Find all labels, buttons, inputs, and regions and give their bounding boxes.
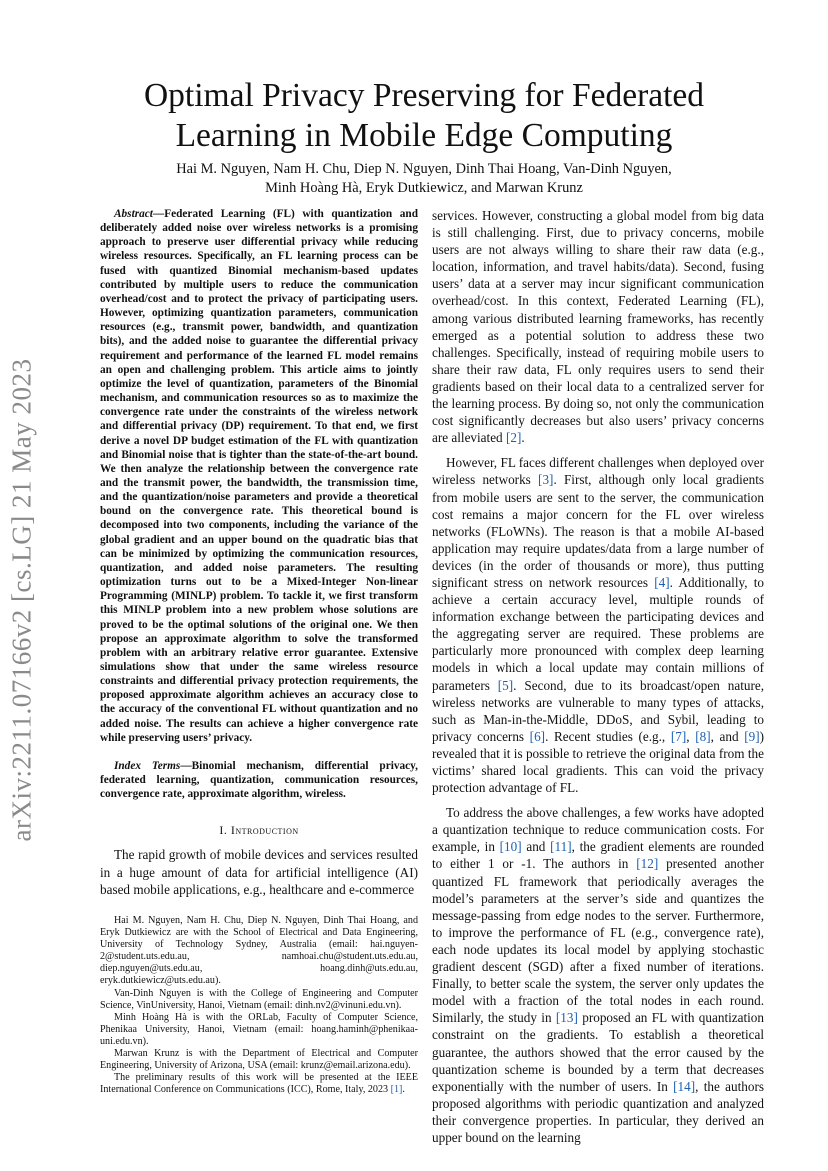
text-span: , the authors proposed algorithms with periodic quantization and analyzed their convergence properties. In particular, they derived an upper bound on the learning (432, 1078, 764, 1145)
citation-link[interactable]: [14] (673, 1078, 696, 1094)
text-span: . (521, 430, 525, 446)
text-span: , the gradient elements are rounded to either 1 or -1. The authors in (432, 839, 764, 872)
text-span: . Additionally, to achieve a certain accuracy level, multiple rounds of information exchange between the participating devices and the aggregating server are required. These problems are particularly more pronounced with complex deep learning models in which a local update may contain millions of parameters (432, 574, 765, 693)
citation-link[interactable]: [8] (695, 728, 711, 744)
text-span: ) revealed that it is possible to retrieve the original data from the victims’ shared local gradients. This can void the privacy protection advantage of FL. (432, 728, 764, 796)
footnote-affiliation-arizona: Marwan Krunz is with the Department of Electrical and Computer Engineering, University of Arizona, USA (email: krunz@email.arizona.edu). (100, 1048, 418, 1072)
section-number: I. (219, 823, 231, 838)
text-span: . Recent studies (e.g., (545, 728, 671, 744)
footnote-period: . (402, 1084, 405, 1096)
section-name: Introduction (230, 823, 299, 838)
citation-link[interactable]: [6] (529, 728, 546, 744)
text-span: services. However, constructing a global model from big data is still challenging. First, due to privacy concerns, mobile users are not always willing to share their raw data (e.g., location, information, and travel habits/data). Second, fusing users’ data at a server may incur significant communication overhead/cost. In this context, Federated Learning (FL), among various distributed learning frameworks, has recently emerged as a potential solution to address these two challenges. Specifically, instead of requiring mobile users to share their raw data, FL only requires users to send their gradients based on their local data to a centralized server for the learning process. By doing so, not only the communication cost significantly decreases but also users’ privacy concerns are alleviated (432, 208, 764, 446)
citation-link[interactable]: [12] (636, 856, 659, 872)
footnotes (100, 915, 418, 1096)
text-span: presented another quantized FL framework that periodically averages the model’s parameters at the server’s side and quantizes the message-passing from edge nodes to the server. Furthermore, to improve the performance of FL (e.g., convergence rate), each node updates its local model by applying stochastic gradient descent (SGD) after a fixed number of iterations. Finally, to better scale the system, the server only updates the model with a fraction of the total nodes in each round. Similarly, the study in (432, 856, 764, 1026)
abstract-text: —Federated Learning (FL) with quantization and deliberately added noise over wireless networks is a promising approach to preserve user differential privacy while reducing wireless resources. Specifically, an FL learning process can be fused with quantized Binomial mechanism-based updates contributed by multiple users to reduce the communication overhead/cost and to protect the privacy of participating users. However, optimizing quantization parameters, communication resources (e.g., transmit power, bandwidth, and quantization bits), and the added noise to guarantee the differential privacy requirement and performance of the learned FL model remains an open and challenging problem. This article aims to jointly optimize the level of quantization, parameters of the Binomial mechanism, and communication resources so as to maximize the convergence rate under the constraints of the wireless network and differential privacy (DP) requirement. To that end, we first derive a novel DP budget estimation of the FL with quantization and Binomial noise that is tighter than the state-of-the-art bound. We then analyze the relationship between the convergence rate and the transmit power, the bandwidth, the transmission time, and the quantization/noise parameters and provide a theoretical bound on the convergence rate. This theoretical bound is decomposed into two components, including the variance of the global gradient and an upper bound on the quadratic bias that can be minimized by optimizing the communication resources, quantization, and added noise parameters. The resulting optimization turns out to be a Mixed-Integer Non-linear Programming (MINLP) problem. To tackle it, we first transform this MINLP problem into a new problem whose solutions are proved to be the optimal solutions of the original one. We then propose an approximate algorithm to solve the transformed problem with an arbitrary relative error guarantee. Extensive simulations show that under the same wireless resource constraints and differential privacy protection requirements, the proposed approximate algorithm achieves an accuracy close to the accuracy of the conventional FL without quantization and no added noise. The results can achieve a higher convergence rate while preserving users’ privacy. (100, 208, 418, 744)
citation-link[interactable]: [7] (670, 728, 687, 744)
author-list (100, 160, 748, 198)
title-line-1: Optimal Privacy Preserving for Federated (143, 77, 705, 114)
index-terms-text: —Binomial mechanism, differential privacy, federated learning, quantization, communication resources, convergence rate, approximate algorithm, wireless. (100, 759, 419, 801)
left-column (100, 207, 418, 906)
citation-link[interactable]: [13] (555, 1010, 578, 1026)
text-span: , and (710, 728, 745, 744)
text-span: . First, although only local gradients from mobile users are sent to the server, the communication cost remains a major concern for the FL over wireless networks (FLoWNs). The reason is that a mobile AI-based application may require updates/data from a large number of devices (in the order of thousands or more), thus putting significant stress on network resources (432, 472, 764, 590)
citation-link[interactable]: [1] (390, 1084, 403, 1096)
text-span: proposed an FL with quantization constraint on the gradients. To establish a theoretical guarantee, the authors showed that the error caused by the quantization scheme is bounded by a term that decreases exponentially with the number of users. In (432, 1010, 764, 1094)
right-column (432, 207, 764, 1154)
abstract (100, 207, 418, 745)
text-span: To address the above challenges, a few works have adopted a quantization technique to reduce communication costs. For example, in (432, 805, 764, 855)
abstract-lead: Abstract (114, 208, 153, 220)
citation-link[interactable]: [2] (505, 430, 522, 446)
text-span: , (686, 728, 696, 744)
citation-link[interactable]: [5] (497, 677, 514, 693)
index-terms-lead: Index Terms (114, 759, 181, 772)
paper-title (100, 76, 748, 156)
citation-link[interactable]: [11] (550, 839, 572, 855)
authors-line-1: Hai M. Nguyen, Nam H. Chu, Diep N. Nguyen, Dinh Thai Hoang, Van-Dinh Nguyen, (176, 161, 672, 177)
title-line-2: Learning in Mobile Edge Computing (175, 117, 673, 154)
authors-line-2: Minh Hoàng Hà, Eryk Dutkiewicz, and Marwan Krunz (265, 180, 583, 196)
section-heading (100, 823, 418, 838)
footnote-affiliation-uts: Hai M. Nguyen, Nam H. Chu, Diep N. Nguyen, Dinh Thai Hoang, and Eryk Dutkiewicz are with the School of Electrical and Data Engineering, University of Technology Sydney, Australia (email: hai.nguyen-2@student.uts.edu.au, namhoai.chu@student.uts.edu.au, diep.nguyen@uts.edu.au, hoang.dinh@uts.edu.au, eryk.dutkiewicz@uts.edu.au). (100, 915, 418, 987)
text-span: However, FL faces different challenges when deployed over wireless networks (432, 455, 764, 488)
footnote-affiliation-vinuni: Van-Dinh Nguyen is with the College of Engineering and Computer Science, VinUniversity, Hanoi, Vietnam (email: dinh.nv2@vinuni.edu.vn). (100, 987, 418, 1011)
body-paragraph (432, 454, 764, 796)
arxiv-identifier: arXiv:2211.07166v2 [cs.LG] 21 May 2023 (6, 358, 37, 842)
footnote-preliminary (100, 1072, 418, 1096)
text-span: . Second, due to its broadcast/open nature, wireless networks are vulnerable to many types of attacks, such as Man-in-the-Middle, DDoS, and Sybil, leading to privacy concerns (432, 677, 765, 744)
index-terms (100, 759, 418, 801)
citation-link[interactable]: [9] (744, 728, 760, 744)
citation-link[interactable]: [10] (499, 839, 522, 855)
intro-paragraph-1: The rapid growth of mobile devices and services resulted in a huge amount of data for artificial intelligence (AI) based mobile applications, e.g., healthcare and e-commerce (100, 847, 418, 897)
citation-link[interactable]: [3] (538, 472, 554, 488)
footnote-affiliation-phenikaa: Minh Hoàng Hà is with the ORLab, Faculty of Computer Science, Phenikaa University, Hanoi, Vietnam (email: hoang.haminh@phenikaa-uni.edu.vn). (100, 1011, 418, 1047)
body-paragraph (432, 207, 764, 446)
text-span: and (521, 839, 551, 855)
citation-link[interactable]: [4] (654, 574, 670, 590)
body-paragraph (432, 804, 764, 1146)
footnote-preliminary-text: The preliminary results of this work will be presented at the IEEE International Conference on Communications (ICC), Rome, Italy, 2023 (100, 1072, 418, 1096)
